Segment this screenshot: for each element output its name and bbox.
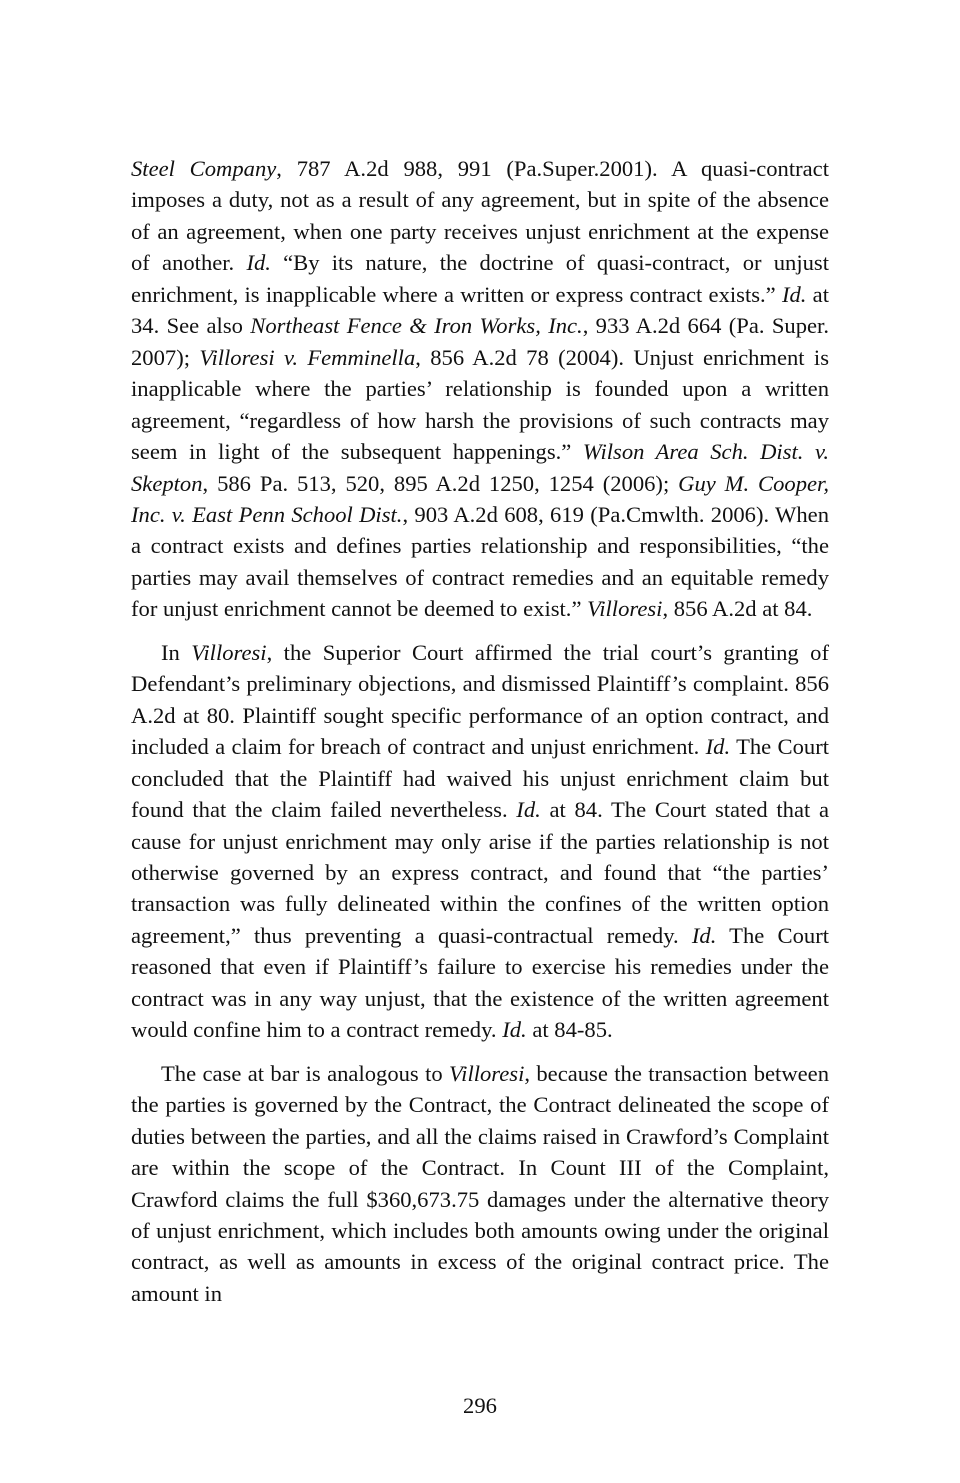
- citation-text: Id.: [781, 281, 807, 307]
- text-run: at 84. The Court stated that a cause for unjust enrichment may only arise if the parties relationship is not otherwise governed by an express contract, and found that “the parties’ transaction was fully delineated within the confines of the written option agreement,” thus preventing a quasi-contractual remedy.: [131, 797, 829, 948]
- text-run: , 787 A.2d 988, 991 (Pa.Super.2001). A quasi-contract imposes a duty, not as a result of any agreement, but in spite of the absence of an agreement, when one party receives unjust enrichment at the expense of another.: [131, 156, 829, 276]
- citation-text: Wilson Area Sch. Dist. v. Skepton: [131, 439, 829, 496]
- page-number: 296: [463, 1393, 497, 1418]
- citation-text: Villoresi: [449, 1060, 525, 1086]
- text-run: The Court reasoned that even if Plaintiff’s failure to exercise his remedies under the contract was in any way unjust, that the existence of the written agreement would confine him to a contract remedy.: [131, 922, 829, 1043]
- paragraph-2: [131, 637, 829, 1046]
- text-run: , the Superior Court affirmed the trial court’s granting of Defendant’s preliminary objections, and dismissed Plaintiff’s complaint. 856 A.2d at 80. Plaintiff sought specific performance of an option contract, and included a claim for breach of contract and unjust enrichment.: [131, 639, 829, 760]
- text-run: , 856 A.2d 78 (2004). Unjust enrichment is inapplicable where the parties’ relationship is founded upon a written agreement, “regardless of how harsh the provisions of such contracts may seem in light of the subsequent happenings.”: [131, 344, 829, 465]
- citation-text: Id.: [502, 1017, 527, 1043]
- text-run: The Court concluded that the Plaintiff had waived his unjust enrichment claim but found that the claim failed nevertheless.: [131, 734, 829, 823]
- text-run: , 933 A.2d 664 (Pa. Super. 2007);: [131, 313, 829, 370]
- citation-text: Id.: [516, 797, 541, 823]
- paragraph-1: [131, 153, 829, 625]
- text-run: In: [161, 639, 192, 665]
- text-run: at 84-85.: [526, 1017, 613, 1043]
- text-run: “By its nature, the doctrine of quasi-contract, or unjust enrichment, is inapplicable where a written or express contract exists.”: [131, 250, 829, 307]
- citation-text: Id.: [705, 734, 731, 760]
- citation-text: Id.: [691, 922, 717, 948]
- paragraph-3: [131, 1058, 829, 1310]
- text-run: , 856 A.2d at 84.: [662, 596, 813, 622]
- text-run: , because the transaction between the parties is governed by the Contract, the Contract delineated the scope of duties between the parties, and all the claims raised in Crawford’s Complaint are within the scope of the Contract. In Count III of the Complaint, Crawford claims the full $360,673.75 damages under the alternative theory of unjust enrichment, which includes both amounts owing under the original contract, as well as amounts in excess of the original contract price. The amount in: [131, 1060, 830, 1306]
- citation-text: Villoresi: [191, 639, 267, 665]
- text-run: The case at bar is analogous to: [161, 1060, 450, 1086]
- body-text: [131, 153, 829, 1309]
- citation-text: Id.: [246, 250, 271, 276]
- citation-text: Steel Company: [131, 156, 277, 181]
- text-run: , 903 A.2d 608, 619 (Pa.Cmwlth. 2006). When a contract exists and defines parties relationship and responsibilities, “the parties may avail themselves of contract remedies and an equitable remedy for unjust enrichment cannot be deemed to exist.”: [131, 501, 829, 622]
- citation-text: Northeast Fence & Iron Works, Inc.: [250, 313, 583, 339]
- text-run: , 586 Pa. 513, 520, 895 A.2d 1250, 1254 (2006);: [202, 470, 679, 496]
- citation-text: Villoresi: [587, 596, 663, 622]
- citation-text: Guy M. Cooper, Inc. v. East Penn School Dist.: [131, 470, 829, 527]
- text-run: at 34. See also: [131, 281, 829, 339]
- citation-text: Villoresi v. Femminella: [199, 344, 416, 370]
